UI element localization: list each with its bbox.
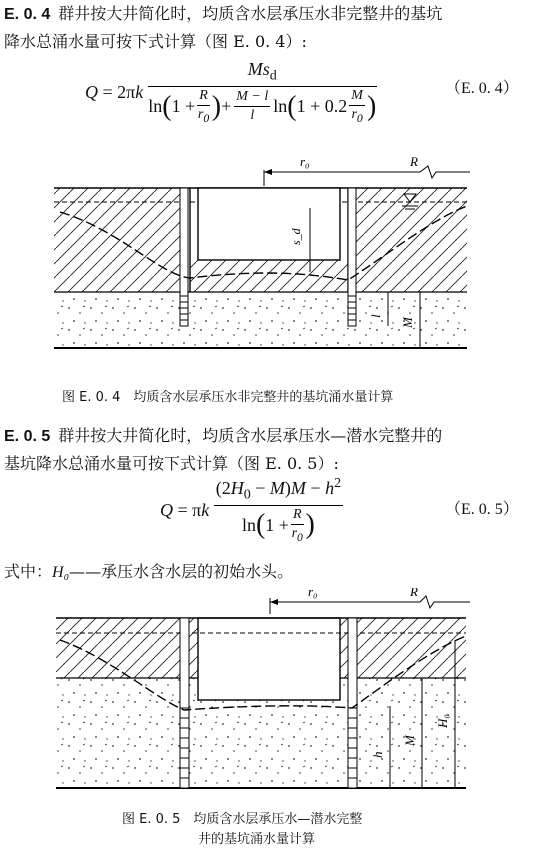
label-l: l [368,314,383,318]
note-prefix: 式中： [4,562,53,581]
figure-e05-caption-1: 图 E. 0. 5 均质含水层承压水—潜水完整 [122,812,363,827]
label-R: R [410,154,418,169]
section-e05-id: E. 0. 5 [4,428,51,445]
section-e04-id: E. 0. 4 [4,6,51,23]
label-r0-e05: r₀ [308,588,318,599]
equation-e04: Q = 2π k $Ms_d$ ln ( 1 + $\frac{R}{r_0}$ ) + $\frac{M - l}{l}$ ln ( 1 + 0.2 $\frac{M}{r_0}$ ) [85,58,377,126]
label-M: M [400,317,415,328]
label-h: h [370,751,385,758]
label-M-e05: M [402,735,417,746]
equation-e04-number: （E. 0. 4） [445,80,519,97]
label-r0: r₀ [300,154,310,169]
equation-e05: Q = π k $(2H_0 - M)M - h^2$ ln ( 1 + $\frac{R}{r_0}$ ) [160,476,342,544]
label-sd: s_d [289,228,303,245]
note-text: ——承压水含水层的初始水头。 [69,562,294,581]
figure-e04 [0,150,537,360]
figure-e04-caption: 图 E. 0. 4 均质含水层承压水非完整井的基坑涌水量计算 [62,390,394,405]
section-e05-line1 [4,424,442,449]
label-R-e05: R [410,588,418,599]
figure-e05 [0,588,537,803]
section-e05-note [4,560,293,585]
section-e05-line2: 基坑降水总涌水量可按下式计算（图 E. 0. 5）: [4,454,339,473]
figure-e05-caption-2: 井的基坑涌水量计算 [198,832,316,847]
equation-e05-number: （E. 0. 5） [445,501,519,518]
section-e04-text-1: 群井按大井简化时，均质含水层承压水非完整井的基坑 [58,4,443,23]
section-e04-line2: 降水总涌水量可按下式计算（图 E. 0. 4）: [4,32,307,51]
note-symbol: H₀ [52,564,70,581]
section-e04-line1 [4,2,442,27]
section-e05-text-1: 群井按大井简化时，均质含水层承压水—潜水完整井的 [58,426,443,445]
label-H0: H₀ [435,714,450,728]
